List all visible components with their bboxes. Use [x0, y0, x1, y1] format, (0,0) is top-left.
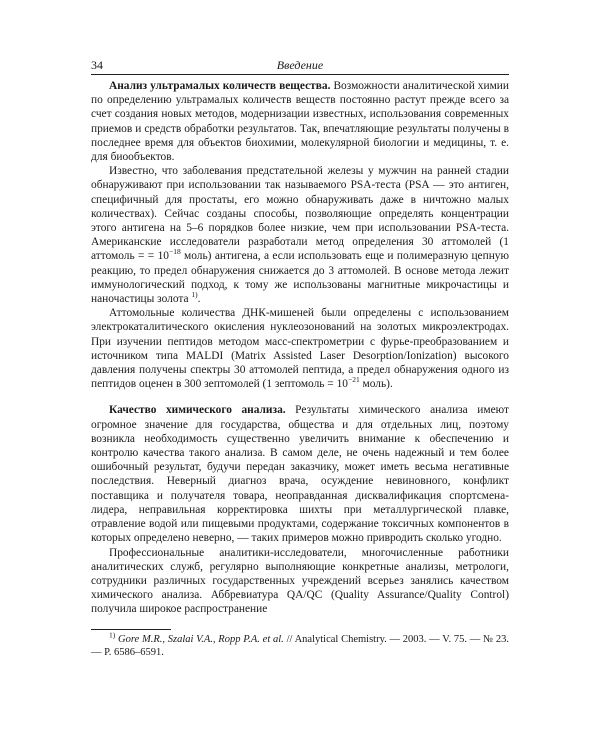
footnote-divider [91, 629, 171, 630]
footnote-reference[interactable]: 1) [191, 290, 198, 300]
paragraph-text: Результаты химического анализа имеют огромное значение для государства, общества и для отдельных лиц, поэтому возникла необходимость существенно увеличить внимание к обеспечению и контролю качества такого анализа. В самом деле, не очень надежный и тем более ошибочный результат, будучи передан заказчику, может иметь весьма негативные последствия. Неверный диагноз врача, осуждение невиновного, конфликт поставщика и получателя товара, неоправданная дисквалификация спортсмена-лидера, неправильная корректировка шихты при металлургической плавке, отравление водой или пищевыми продуктами, содержание токсичных компонентов в которых определено неверно, — таких примеров можно привродить сколько угодно. [91, 404, 509, 545]
paragraph-text: Возможности аналитической химии по определению ультрамалых количеств веществ постоянно растут прежде всего за счет создания новых методов, модернизации известных, использования современных приемов и средств обработки результатов. Так, впечатляющие результаты получены в последнее время для объектов биохимии, молекулярной биологии и медицины, т. е. для биообъектов. [91, 80, 509, 164]
paragraph-text: Профессиональные аналитики-исследователи, многочисленные работники аналитических служб, регулярно выполняющие конкретные анализы, метрологи, сотрудники различных государственных учреждений всерьез занялись качеством химического анализа. Аббревиатура QA/QC (Quality Assurance/Quality Control) получила широкое распространение [91, 546, 509, 616]
section-heading: Анализ ультрамалых количеств вещества. [109, 80, 331, 92]
main-text [91, 79, 509, 659]
paragraph-text: Аттомольные количества ДНК-мишеней были определены с использованием электрокаталитического окисления нуклеозонований на золотых микроэлектродах. При изучении пептидов методом масс-спектрометрии с фурье-преобразованием и источником типа MALDI (Matrix Assisted Laser Desorption/Ionization) высокого давления получены спектры 30 аттомолей пептида, а предел обнаружения одного из пептидов оценен в 300 зептомолей (1 зептомоль = 10 [91, 307, 509, 391]
footnote-source: // Analytical Chemistry. — 2003. — V. 75. — № 23. — P. 6586–6591. [91, 633, 509, 658]
paragraph [91, 306, 509, 391]
footnote-authors: Gore M.R., Szalai V.A., Ropp P.A. et al. [118, 633, 284, 645]
footnote [91, 630, 509, 659]
exponent: −18 [168, 247, 181, 257]
paragraph [91, 164, 509, 306]
section-ultramicro-analysis [91, 79, 509, 391]
running-header [91, 58, 509, 75]
paragraph-text: . [197, 293, 201, 306]
paragraph [91, 403, 509, 545]
section-heading: Качество химического анализа. [109, 404, 286, 417]
paragraph-text: моль) антигена, а если использовать еще и полимеразную цепную реакцию, то предел обнаружения снижается до 3 аттомолей. В основе метода лежит иммунологический подход, к тому же использованы магнитные микрочастицы и наночастицы золота [91, 250, 510, 306]
paragraph [91, 546, 509, 617]
footnote-marker: 1) [109, 630, 116, 640]
book-page [91, 58, 509, 718]
page-number: 34 [91, 58, 103, 72]
paragraph-text: Известно, что заболевания предстательной железы у мужчин на ранней стадии обнаруживают при использовании так называемого PSA-теста (PSA — это антиген, специфичный для простаты, его можно обнаруживать даже в ничтожно малых количествах). Сейчас созданы способы, позволяющие определять концентрации этого антигена на 5–6 порядков более низкие, чем при использовании PSA-теста. Американские исследователи разработали метод определения 30 аттомолей (1 аттомоль = = 10 [91, 165, 509, 263]
paragraph [91, 79, 509, 164]
paragraph-text: моль). [359, 378, 393, 391]
exponent: −21 [347, 375, 360, 385]
section-quality-of-analysis [91, 403, 509, 616]
running-title: Введение [276, 58, 324, 72]
